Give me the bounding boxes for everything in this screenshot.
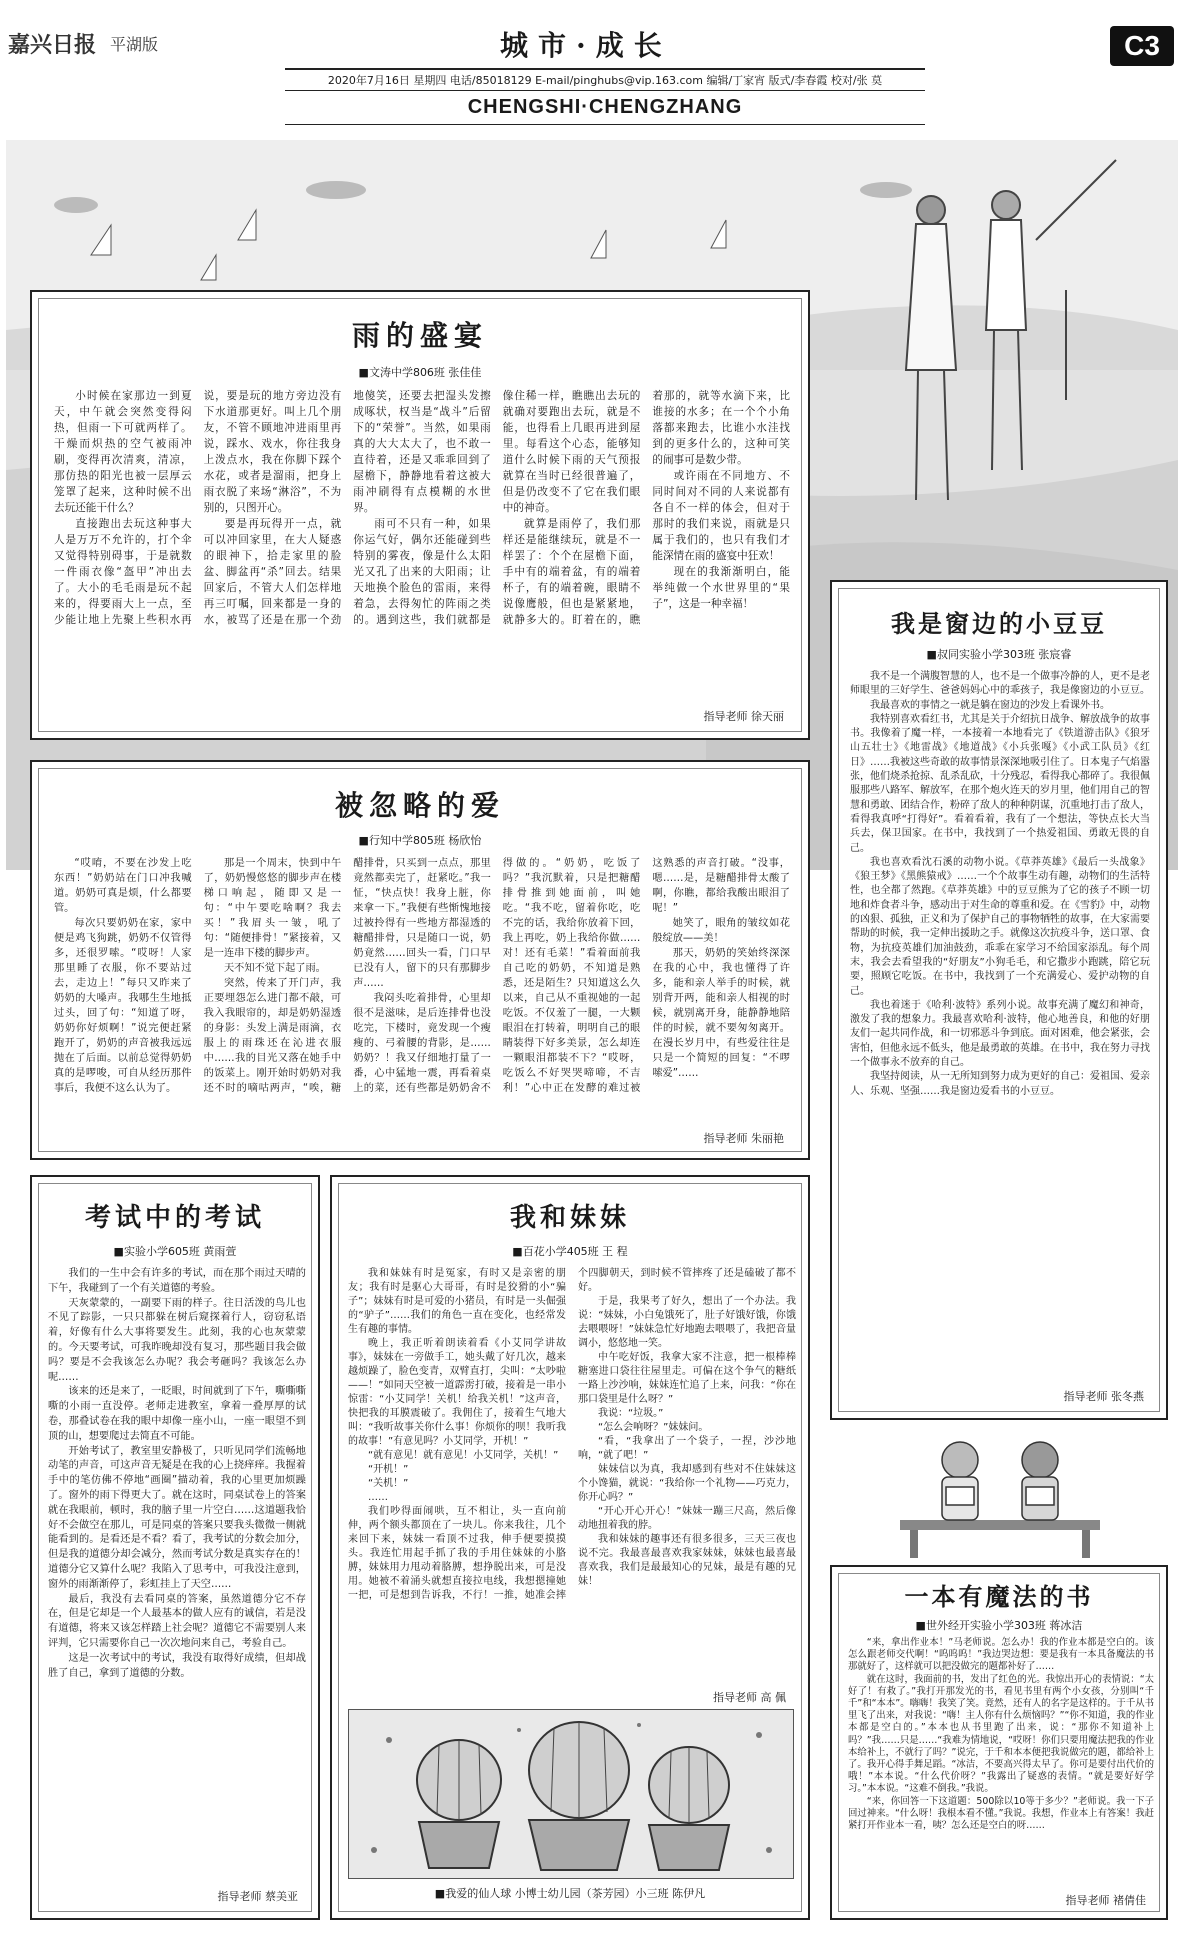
article-byline: ■行知中学805班 杨欣怡 xyxy=(358,834,482,847)
article-title: 雨的盛宴 xyxy=(351,319,488,352)
article-paragraph: “开机！” xyxy=(368,1464,409,1475)
masthead-meta-line: 2020年7月16日 星期四 电话/85018129 E-mail/pinghubs@vip.163.com 编辑/丁家宵 版式/李春霞 校对/张 莫 xyxy=(327,74,883,87)
article-paragraph: 开始考试了，教室里安静极了，只听见同学们流畅地动笔的声音，可这声音无疑是在我的心上挠痒痒。我握着手中的笔仿佛不停地“画圈”描动着，我的心里更加烦躁了。窗外的雨下得更大了。就在这时，同桌试卷上的答案就在我眼前，顿时，我的脑子里一片空白……这道题我恰好不会做空在那儿，可是同桌的答案只要我头微微一侧就能看到的。是看还是不看？看了，我考试的分数会加分，但是我的道德分却会减分，然而考试分数是真实存在的！道德分它又算什么呢？我陷入了思考中，可我没注意到，窗外的雨渐渐停了，彩虹挂上了天空…… xyxy=(48,1445,306,1590)
article-byline: ■叔同实验小学303班 张宸睿 xyxy=(926,648,1072,661)
child-painting-cactus xyxy=(348,1709,794,1879)
header-rule xyxy=(285,124,925,125)
article-paragraph: 小时候在家那边一到夏天，中午就会突然变得闷热，但雨一下可就两样了。干燥而炽热的空气被雨冲刷，变得再次清爽，清凉，那仿热的阳光也被一层厚云笼罩了起来，这种时候不出去玩还能干什么？ xyxy=(54,390,192,514)
teacher-credit: 指导老师 朱丽艳 xyxy=(703,1132,784,1145)
article-paragraph: “来，拿出作业本！”马老师说。怎么办！我的作业本都是空白的。该怎么跟老师交代啊！“呜呜呜！”我边哭边想：要是我有一本具备魔法的书那就好了，这样就可以把没做完的题都补好了…… xyxy=(848,1637,1154,1673)
article-paragraph: 我们的一生中会有许多的考试，而在那个雨过天晴的下午，我碰到了一个有关道德的考验。 xyxy=(48,1268,306,1294)
article-paragraph: 我也喜欢看沈石溪的动物小说。《草莽英雄》《最后一头战象》《狼王梦》《黑熊猿戒》……一个个故事生动有趣，动物们的生活特性，也全都了然跑。《草莽英雄》中的豆豆熊为了它的孩子不顾一切地和炸食者斗争，感动出于对生命的尊重和爱。在《雪豹》中，动物的凶狠、孤独，正义和为了保护自己的事物牺牲的故事，在大家需要帮助的时候，我一定伸出援助之手。就像这次抗疫斗争，送口罩、食物，为抗疫英雄们加油鼓劲，乖乖在家学习不给国家添乱。每个周末，我会去看望我的“好朋友”小狗毛毛，和它撒步小跑跳，陪它玩要，照顾它吃饭。在书中，我找到了一个充满爱心、爱护动物的自己。 xyxy=(850,856,1150,997)
article-body xyxy=(848,1637,1154,1895)
newspaper-logo: 嘉兴日报 xyxy=(8,32,97,58)
article-paragraph: 这是一次考试中的考试，我没有取得好成绩，但却战胜了自己，拿到了道德的分数。 xyxy=(48,1652,306,1679)
teacher-credit: 指导老师 张冬燕 xyxy=(1063,1390,1144,1403)
article-paragraph: 我说：“垃圾。” xyxy=(598,1408,664,1419)
teacher-credit: 指导老师 徐天丽 xyxy=(703,710,784,723)
teacher-credit: 指导老师 高 佩 xyxy=(713,1691,786,1704)
article-paragraph: “就有意见！就有意见！小艾同学，关机！” xyxy=(368,1450,559,1461)
teacher-credit: 指导老师 褚倩佳 xyxy=(1065,1894,1146,1907)
edition-label: 平湖版 xyxy=(110,35,159,54)
article-title: 我和妹妹 xyxy=(509,1203,630,1233)
article-paragraph: 妹妹信以为真，我却感到有些对不住妹妹这个小馋猫，就说：“我给你一个礼物——巧克力，你开心吗？” xyxy=(578,1464,796,1503)
article-window-doudou xyxy=(830,580,1168,1420)
article-paragraph: 我最喜欢的事情之一就是躺在窗边的沙发上看课外书。 xyxy=(870,699,1110,711)
page-number-badge: C3 xyxy=(1110,26,1174,66)
teacher-credit: 指导老师 蔡美亚 xyxy=(217,1890,298,1903)
article-paragraph: 中午吃好饭，我拿大家不注意，把一根棒棒糖塞进口袋往往屋里走。可偏在这个争气的糖纸一路上沙沙响，妹妹连忙追了上来，问我：“你在那口袋里是什么呀？” xyxy=(578,1352,796,1405)
article-paragraph: 我和妹妹的趣事还有很多很多，三天三夜也说不完。我最喜最喜欢我家妹妹，妹妹也最喜最喜欢我，我们是最最知心的兄妹，最是有趣的兄妹！ xyxy=(578,1534,796,1587)
article-paragraph: “开心开心开心！”妹妹一蹦三尺高，然后像动地扭着我的脖。 xyxy=(578,1506,796,1531)
article-paragraph: 晚上，我正听着朗读着看《小艾同学讲故事》，妹妹在一旁做手工，她头戴了好几次，越来越烦躁了，脸色变青，双臂直打，尖叫：“太吵啦——！”如同天空被一道霹雳打破，接着是一串小惊雷：“小艾同学！关机！给我关机！”这声音，快把我的耳膜震破了。我佣住了，接着生气地大叫：“我听故事关你什么事！你烦你的呗！我听我的故事！”有意见吗？小艾同学，开机！” xyxy=(348,1338,566,1447)
article-paragraph: 她笑了，眼角的皱纹如花般绽放——美！ xyxy=(652,918,790,944)
article-paragraph: “看，“我拿出了一个袋子，一捏，沙沙地响，“就了吧！” xyxy=(578,1436,796,1461)
article-paragraph: 就在这时，我面前的书，发出了红色的光。我惊出开心的表情说：“太好了！有救了。”我打开那发光的书，看见书里有两个小女孩，分别叫“千千”和“本本”。嗨嗨！我笑了笑。竟然，还有人的名字是这样的。于千从书里飞了出来，对我说：“嗨！主人你有什么烦恼吗？”“你不知道，我的作业本都是空白的。”本本也从书里跑了出来，说：“那你不知道补上吗？”我……只是……“我难为情地说，“哎呀！你们只要用魔法把我的作业本给补上，不就行了吗？”说完，于千和本本便把我说做完的题，都给补上了。我开心得手舞足蹈。“冰洁，不要高兴得太早了。你可是要付出代价的哦！”本本说。“什么代价呀？”我露出了疑惑的表情。“就是要好好学习。”本本说。“这难不倒我。”我说。 xyxy=(848,1673,1154,1795)
article-paragraph: 我特别喜欢看红书，尤其是关于介绍抗日战争、解放战争的故事书。我像着了魔一样，一本接着一本地看完了《铁道游击队》《狼牙山五壮士》《地雷战》《地道战》《小兵张嘎》《小武工队员》《红日》……我被这些奇敢的故事情景深深地吸引住了。日本鬼子气焰嚣张，他们烧杀抢掠、乱杀乱砍，十分残忍，看得我心都碎了。我很佩服那些八路军、解放军，在那个炮火连天的岁月里，他们用自己的智慧和勇敢、团结合作，粉碎了敌人的种种阴谋，沉重地打击了敌人，看得我真呼“打得好”。看着看着，我有了一个想法，等快点长大当兵去，保卫国家。在书中，我找到了一个热爱祖国、勇敢无畏的自己。 xyxy=(850,713,1150,854)
article-byline: ■世外经开实验小学303班 蒋冰洁 xyxy=(915,1619,1083,1632)
header-rule xyxy=(285,90,925,91)
article-paragraph: 我们吵得面闹哄，互不相让，头一直向前伸，两个额头都顶在了一块儿。你来我往，几个来回下来，妹妹一看顶不过我，伸手便要摸摸头。我连忙用起手抓了我的手用住妹妹的小胳膊，妹妹用力甩动着胳膊，想挣脱出来，可是没用。她被不着涌头就想直接拉电线，我想摁撞她一把，可是想到告诉我，不行！一推，她准会摔个四脚朝天，到时候不管摔疼了还是磕破了都不好。 xyxy=(348,1268,796,1601)
section-title: 城市·成长 xyxy=(500,29,672,62)
article-paragraph: 天不知不觉下起了雨。 xyxy=(223,963,326,974)
article-paragraph: 每次只要奶奶在家，家中便是鸡飞狗跳，奶奶不仅管得多，还很罗嗦。“哎呀！人家那里睡了衣服，你不要站过去，走边上！”每只又昨来了奶奶的大嗓声。我哪生生地抵过头，回了句：“知道了呀，奶奶你好烦啊！”说完便赶紧跑开了，奶奶的声音被我远远抛在了后面。以前总觉得奶奶真的是啰唆，可自从经历那件事后，我便不这么认为了。 xyxy=(54,918,192,1094)
article-paragraph: “关机！” xyxy=(368,1478,409,1489)
article-paragraph: 直接跑出去玩这种事大人是万万不允许的，打个伞又觉得特别碍事，于是就数一件雨衣像“盔甲”冲出去了。大小的毛毛雨是玩不起来的，得要雨大上一点，至少能让地上先聚上些积水再说，要是玩的地方旁边没有下水道那更好。叫上几个朋友，不管不顾地冲进雨里再说，踩水、戏水，你往我身上泼点水，我在你脚下踩个水花，或者是溜雨，把身上雨衣脱了来场“淋浴”，不为别的，只图开心。 xyxy=(54,390,342,626)
article-title: 考试中的考试 xyxy=(84,1203,265,1233)
article-paragraph: 雨可不只有一种，如果你运气好，偶尔还能碰到些特别的雾夜，像是什么太阳光又孔了出来的大阳雨；让天地换个脸色的雷雨，来得着急，去得匆忙的阵雨之类的。遇到这些，我们就都是像住稀一样，瞧瞧出去玩的就确对要跑出去玩，就是不能，也得看上几眼再进到屋里。每看这个心态，能够知道什么时候下雨的天气预报就算在当时已经很普遍了，但是仍改变不了它在我们眼中的神奇。 xyxy=(353,390,641,626)
article-me-and-sister xyxy=(330,1175,810,1920)
article-byline: ■百花小学405班 王 程 xyxy=(512,1245,628,1258)
article-paragraph: 最后，我没有去看同桌的答案，虽然道德分它不存在，但是它却是一个人最基本的做人应有的诚信，若是没有道德，将来又该怎样踏上社会呢？道德它不需要别人来评判，它只需要你自己一次次地问来自己，考验自己。 xyxy=(48,1593,306,1649)
article-body xyxy=(850,670,1150,1385)
article-paragraph: “怎么会响呀？”妹妹问。 xyxy=(598,1422,709,1433)
article-paragraph: 我和妹妹有时是冤家，有时又是亲密的朋友；我有时是驱心大哥哥，有时是狡猾的小“骗子”；妹妹有时是可爱的小猪员，有时是一头倔强的“驴子”……我们的角色一直在变化，也经常发生有趣的事情。 xyxy=(348,1268,566,1335)
section-pinyin: CHENGSHI·CHENGZHANG xyxy=(467,96,743,118)
article-paragraph: “哎唷，不要在沙发上吃东西！”奶奶站在门口冲我喊道。奶奶可真是烦，什么都要管。 xyxy=(54,858,192,914)
article-body xyxy=(54,856,790,1136)
article-title: 一本有魔法的书 xyxy=(904,1582,1094,1611)
article-paragraph: 我坚持阅读，从一无所知到努力成为更好的自己：爱祖国、爱亲人、乐观、坚强……我是窗边爱看书的小豆豆。 xyxy=(850,1071,1150,1097)
article-exam xyxy=(30,1175,320,1920)
article-paragraph: 现在的我渐渐明白，能举纯做一个水世界里的“果子”，这是一种幸福！ xyxy=(652,566,790,610)
kids-reading-illustration xyxy=(880,1425,1120,1560)
article-paragraph: 该来的还是来了，一眨眼，时间就到了下午，嘶嘶嘶嘶的小雨一直没停。老师走进教室，拿着一叠厚厚的试卷，那叠试卷在我的眼中却像一座小山，一座一眼望不到顶的山，想要爬过去简直不可能。 xyxy=(48,1386,306,1442)
article-overlooked-love xyxy=(30,760,810,1160)
article-paragraph: 我也着迷于《哈利·波特》系列小说。故事充满了魔幻和神奇，激发了我的想象力。我最喜欢哈利·波特，他心地善良，和他的好朋友们一起共同作战，和一切邪恶斗争到底。面对困难，他会紧张，会害怕，但他永远不低头，他是最勇敢的英雄。在书中，我在努力寻找一个做事永不放弃的自己。 xyxy=(850,999,1150,1069)
article-body xyxy=(48,1267,306,1885)
painting-caption: ■我爱的仙人球 小博士幼儿园（茶芳园）小三班 陈伊凡 xyxy=(434,1887,706,1900)
article-rain-feast xyxy=(30,290,810,740)
article-paragraph: 我闷头吃着排骨，心里却很不是滋味，是后连排骨也没吃完，下楼时，竟发现一个瘦瘦的、弓着腰的背影，是……奶奶？！我又仔细地打量了一番，心中猛地一震，再看着桌上的菜，还有些都是奶奶舍不得做的。“奶奶，吃饭了吗？”我沉默着，只是把糖醋排骨推到她面前，叫她吃。“我不吃，留着你吃，吃不完的话，我给你放着下回，我上再吃，奶上我给你做……对！还有毛菜！”看着面前我自己吃的奶奶，不知道是熟悉，还是陌生？只知道这么久以来，自己从不重视她的一起吃饭。不仅羞了一腿，一大颗眼泪在打转着，明明自己的眼睛装得下好多美景，怎么却连一颗眼泪都装不下？“哎呀，吃饭么不好哭哭啼啼，不吉利！”心中正在发酵的难过被这熟悉的声音打破。“没事，嗯……是，是糖醋排骨太酸了啊，你瞧，都给我酸出眼泪了呢！” xyxy=(353,858,790,1094)
article-paragraph: “来，你回答一下这道题：500除以10等于多少？”老师说。我一下子回过神来。“什么呀！我根本看不懂。”我说。我想，作业本上有答案！我赶紧打开作业本一看，咦？怎么还是空白的呀…… xyxy=(848,1795,1154,1832)
article-byline: ■实验小学605班 黄雨萱 xyxy=(113,1245,237,1258)
article-title: 被忽略的爱 xyxy=(334,789,505,822)
cactus-painting-art xyxy=(349,1710,793,1878)
article-paragraph: …… xyxy=(368,1492,388,1503)
article-byline: ■文涛中学806班 张佳佳 xyxy=(358,366,482,379)
article-paragraph: 天灰蒙蒙的，一副要下雨的样子。往日活泼的鸟儿也不见了踪影，一只只都躲在树后窥探着行人，窃窃私语着，好像有什么大事将要发生。此刻，我的心也灰蒙蒙的。今天要考试，可我昨晚却没有复习，那些题目我会做吗？要是不会我该怎么办呢？我会考砸吗？我该怎么办呢…… xyxy=(48,1297,306,1383)
article-paragraph: 就算是雨停了，我们那样还是能继续玩，就是不一样罢了：个个在屋檐下面，手中有的端着盆，有的端着杯子，有的端着碗，眼睛不说像鹰般，但也是紧紧地，就静多大的。盯着在的，瞧着那的，就等水滴下来，比谁接的水多；在一个个小角落都来跑去，比谁小水洼找到的更多什么的，这种可笑的闹事可是数少带。 xyxy=(502,390,790,626)
article-title: 我是窗边的小豆豆 xyxy=(891,609,1107,638)
article-paragraph: 于是，我果考了好久，想出了一个办法。我说：“妹妹，小白兔饿死了，肚子好饿好饿，你饿去喂喂呀！”妹妹急忙好地跑去喂喂了，我把音量调小，悠悠地一笑。 xyxy=(578,1296,796,1349)
article-paragraph: 要是再玩得开一点，就可以冲回家里，在大人疑惑的眼神下，拾走家里的脸盆、脚盆再“杀”回去。结果回家后，不管大人们怎样地再三叮嘱，回来都是一身的水，被骂了还是在那一个劲地傻笑，还要去把湿头发擦成啄状，权当是“战斗”后留下的“荣誉”。当然，如果雨真的大大太大了，也不敢一直待着，还是又乖乖回到了屋檐下，静静地看着这被大雨冲刷得有点模糊的水世界。 xyxy=(203,390,491,626)
article-body xyxy=(348,1267,796,1687)
article-paragraph: 那天，奶奶的笑始终深深在我的心中，我也懂得了许多，能和亲人举手的时候，就别背开两，能和亲人相视的时候，就别离开身，能静静地陪伴的时候，就不要匆匆离开。在漫长岁月中，有些爱往往是只是一个简短的回复：“不啰嗦爱”…… xyxy=(652,948,790,1079)
header-rule xyxy=(285,68,925,70)
kids-reading-art xyxy=(880,1425,1120,1560)
article-paragraph: 突然，传来了开门声，我正要埋怨怎么进门都不敲，可我入我眼帘的，却是奶奶湿透的身影：头发上满是雨滴，衣服上的雨珠还在沁进衣服中……我的目光又落在她手中的饭菜上。刚开始时奶奶对我还不时的嘀咕两声，“唉，糖醋排骨，只买到一点点，那里竟然都卖完了，赶紧吃。”我一怔，“快点快！我身上脏，你来拿一下。”我便有些惭愧地接过被拎得有一些地方都湿透的糖醋排骨，只是随口一说，奶奶竟然……回头一看，门口早已没有人，留下的只有那脚步声…… xyxy=(203,858,491,1094)
article-paragraph: 那是一个周末，快到中午了，奶奶慢悠悠的脚步声在楼梯口响起，随即又是一句：“中午要吃啥啊？我去买！”我眉头一皱，吼了句：“随便排骨！”紧接着，又是一连串下楼的脚步声。 xyxy=(203,858,342,959)
article-body xyxy=(54,388,790,714)
article-paragraph: 或许雨在不同地方、不同时间对不同的人来说都有各自不一样的体会，但对于那时的我们来说，雨就是只属于我们的，也只有我们才能深情在雨的盛宴中狂欢！ xyxy=(652,470,790,562)
article-magic-book xyxy=(830,1565,1168,1920)
article-paragraph: 我不是一个满腹智慧的人，也不是一个做事冷静的人，更不是老师眼里的三好学生、爸爸妈妈心中的乖孩子，我是像窗边的小豆豆。 xyxy=(850,671,1150,697)
